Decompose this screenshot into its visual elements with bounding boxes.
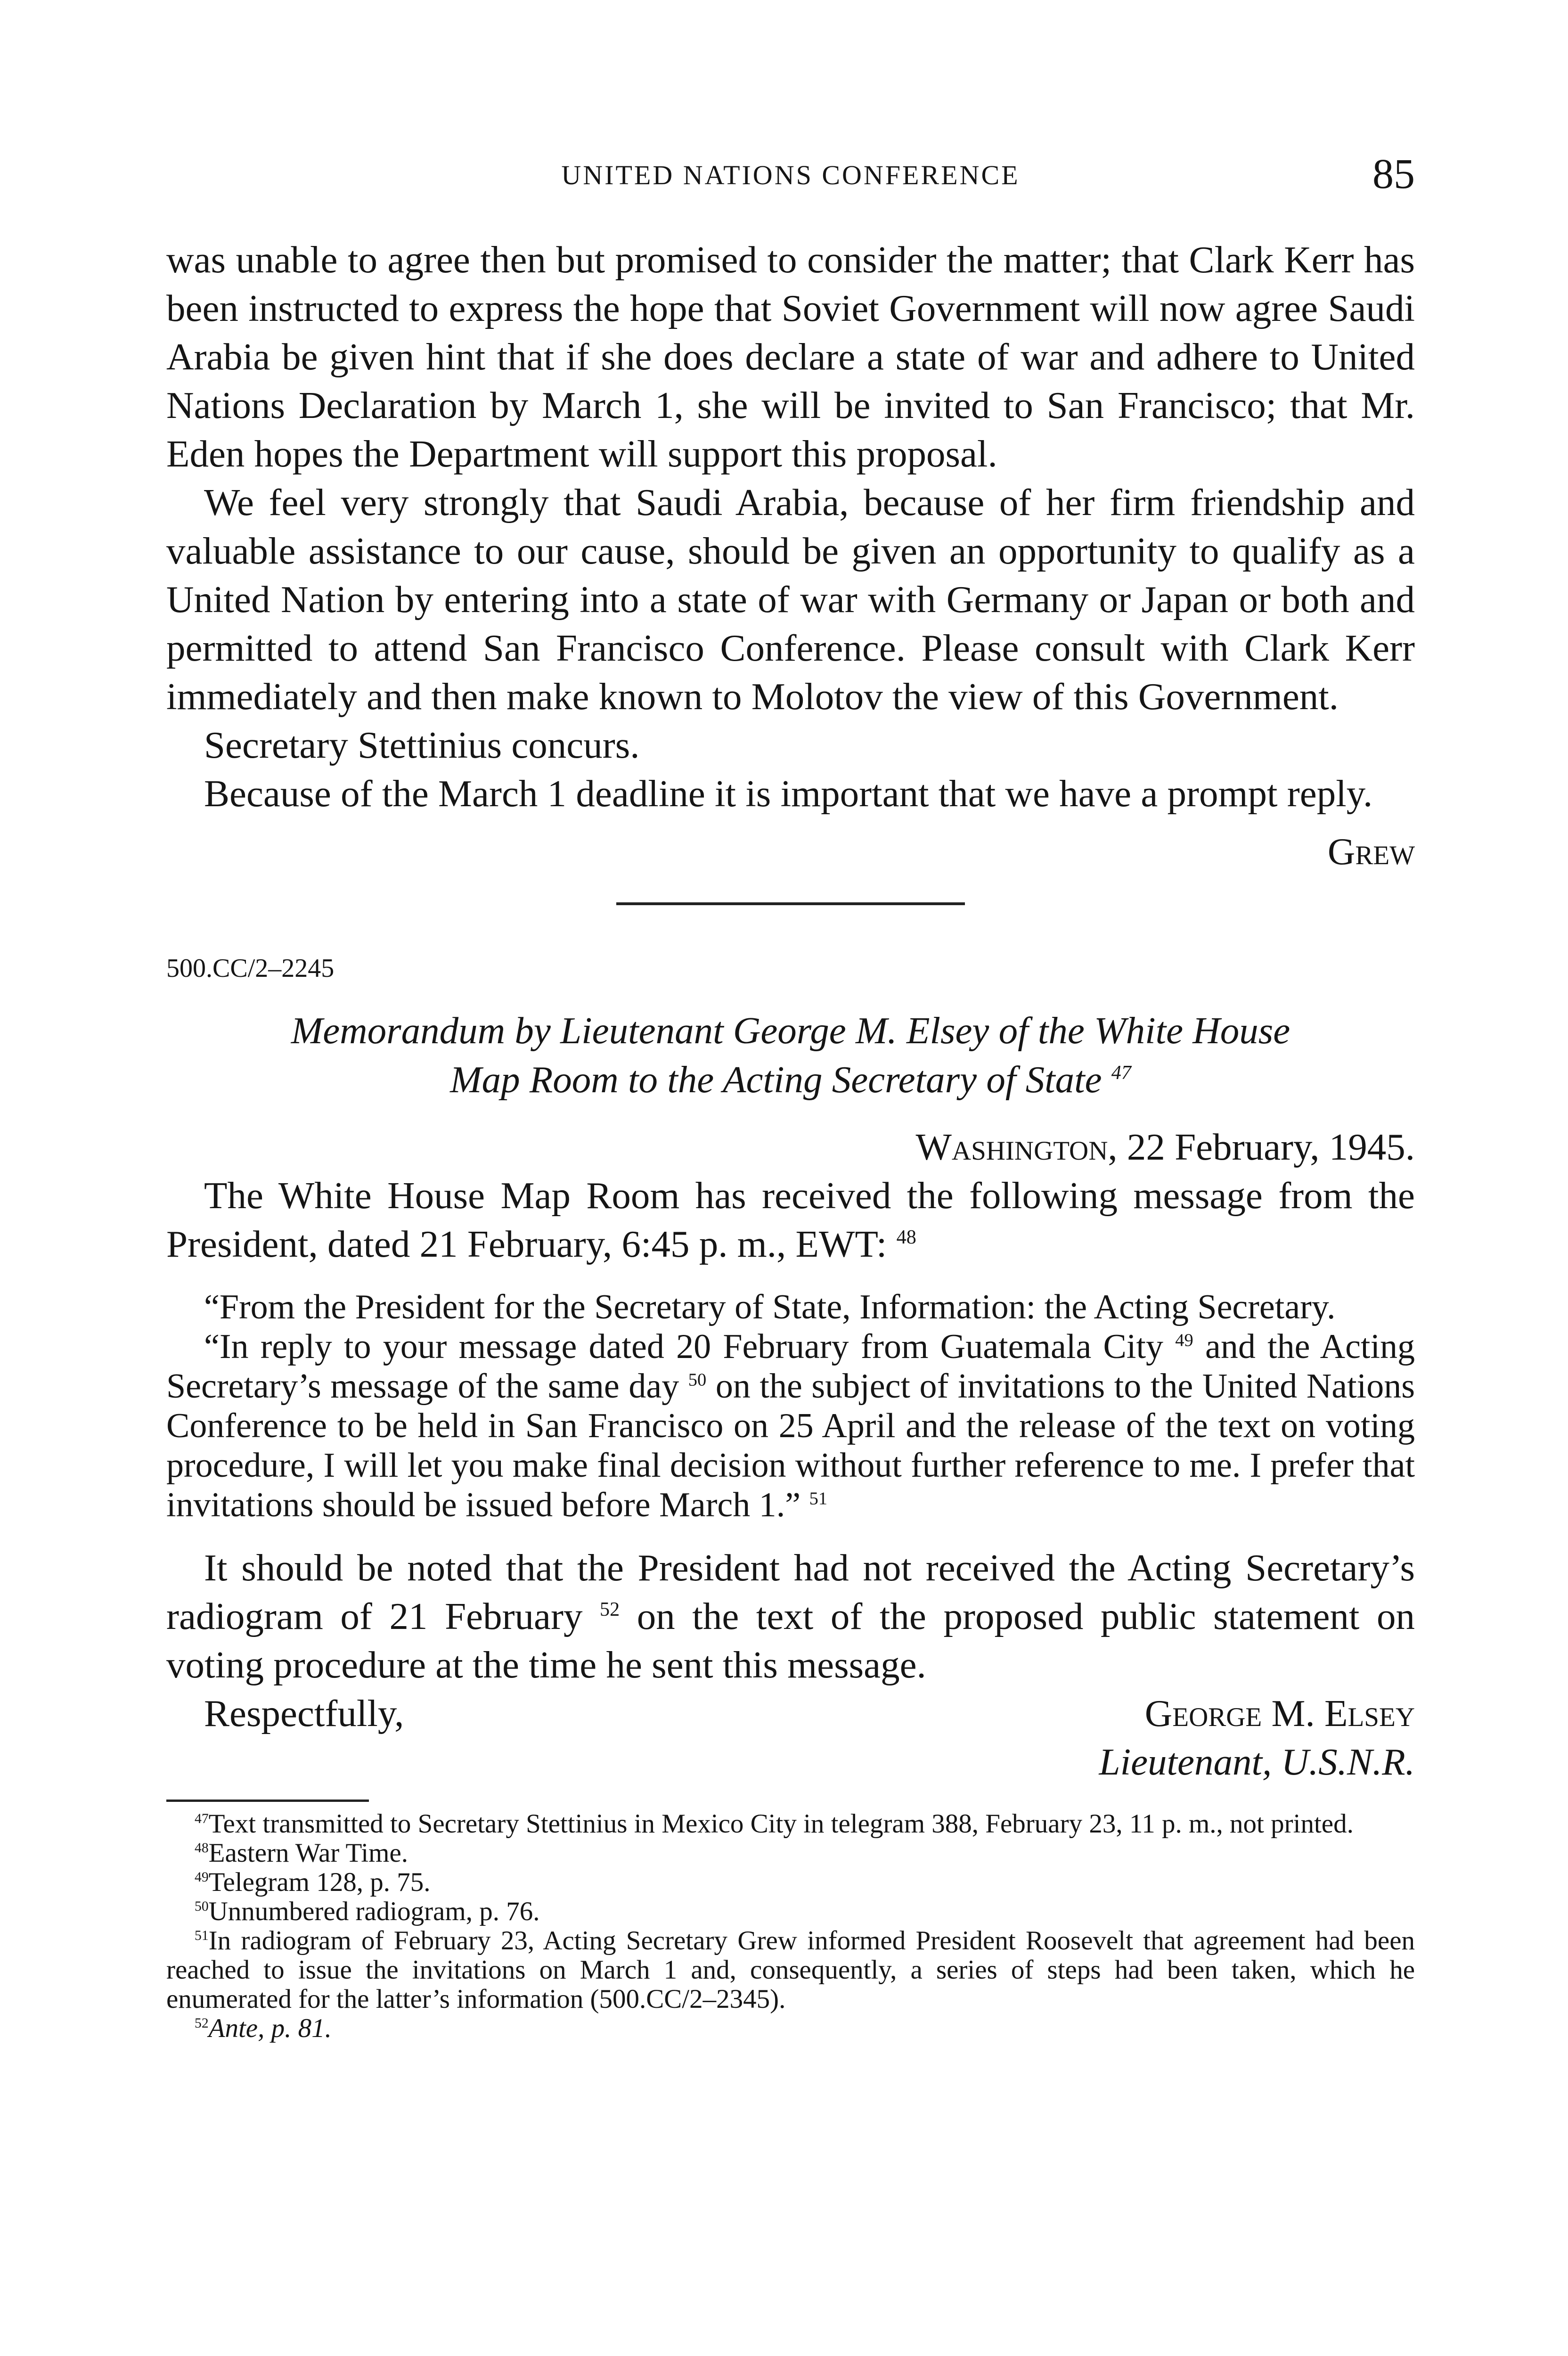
- closing: Respectfully,: [204, 1692, 404, 1734]
- signature-grew: Grew: [1327, 830, 1415, 873]
- closing-signature-row: [166, 1689, 1415, 1738]
- paragraph-saudi-arabia: We feel very strongly that Saudi Arabia, because of her firm friendship and valuable assistance to our cause, should be given an opportunity to qualify as a United Nation by entering into a state of war with Germany or Japan or both and permitted to attend San Francisco Conference. Please consult with Clark Kerr immediately and then make known to Molotov the view of this Government.: [166, 481, 1415, 718]
- dateline: [166, 1123, 1415, 1171]
- dateline-date: 22 February, 1945.: [1127, 1126, 1415, 1168]
- document-title: [166, 1006, 1415, 1104]
- file-number: 500.CC/2–2245: [166, 954, 335, 983]
- footnote-ref-48: 48: [896, 1226, 916, 1248]
- page-body: [166, 236, 1415, 2043]
- paragraph-map-room: The White House Map Room has received the following message from the President, dated 21 February, 6:45 p. m., EWT: $^{48}$: [166, 1174, 1415, 1265]
- page-number: 85: [1372, 151, 1415, 197]
- paragraph-deadline: Because of the March 1 deadline it is important that we have a prompt reply.: [204, 772, 1373, 815]
- footnote-ref-51: 51: [809, 1489, 828, 1509]
- footnote-47: $^{47}$Text transmitted to Secretary Stettinius in Mexico City in telegram 388, February 23, 11 p. m., not printed.: [195, 1809, 1354, 1839]
- footnote-ref-49: 49: [1175, 1330, 1193, 1350]
- footnote-48: $^{48}$Eastern War Time.: [195, 1838, 408, 1868]
- footnote-49: $^{49}$Telegram 128, p. 75.: [195, 1867, 431, 1897]
- dateline-place: Washington,: [915, 1126, 1118, 1168]
- section-divider: [616, 902, 965, 905]
- paragraph-noted: It should be noted that the President had not received the Acting Secretary’s radiogram of 21 February $^{52}$ on the text of the proposed public statement on voting procedure at the time he sent this message.: [166, 1546, 1415, 1686]
- page-header: [166, 150, 1415, 206]
- footnote-52: $^{52}$Ante, p. 81.: [195, 2013, 332, 2043]
- footnotes: [166, 1809, 1415, 2043]
- quote-body: “In reply to your message dated 20 February from Guatemala City $^{49}$ and the Acting Secretary’s message of the same day $^{50}$ on the subject of invitations to the United Nations Conference to be held in San Francisco on 25 April and the release of the text on voting procedure, I will let you make final decision without further reference to me. I prefer that invitations should be issued before March 1.” $^{51}$: [166, 1327, 1415, 1524]
- paragraph-stettinius-concurs: Secretary Stettinius concurs.: [204, 724, 640, 766]
- signer-title: Lieutenant, U.S.N.R.: [1099, 1741, 1415, 1783]
- document-title-line-1: Memorandum by Lieutenant George M. Elsey of the White House: [291, 1009, 1290, 1052]
- footnote-ref-52: 52: [600, 1598, 620, 1620]
- running-head: UNITED NATIONS CONFERENCE: [561, 160, 1020, 190]
- footnote-51: $^{51}$In radiogram of February 23, Acting Secretary Grew informed President Roosevelt that agreement had been reached to issue the invitations on March 1 and, consequently, a series of steps had been taken, which he enumerated for the latter’s information (500.CC/2–2345).: [166, 1926, 1415, 2014]
- document-title-line-2: Map Room to the Acting Secretary of State $^{47}$: [450, 1058, 1131, 1101]
- footnote-divider: [166, 1800, 369, 1802]
- signer-name: George M. Elsey: [1144, 1692, 1415, 1734]
- footnote-ref-47: 47: [1111, 1062, 1131, 1084]
- footnote-ref-50: 50: [688, 1370, 707, 1390]
- footnote-50: $^{50}$Unnumbered radiogram, p. 76.: [195, 1897, 540, 1926]
- paragraph-continuation: was unable to agree then but promised to consider the matter; that Clark Kerr has been instructed to express the hope that Soviet Government will now agree Saudi Arabia be given hint that if she does declare a state of war and adhere to United Nations Declaration by March 1, she will be invited to San Francisco; that Mr. Eden hopes the Department will support this proposal.: [166, 238, 1415, 475]
- quote-heading: “From the President for the Secretary of State, Information: the Acting Secretary.: [204, 1288, 1336, 1326]
